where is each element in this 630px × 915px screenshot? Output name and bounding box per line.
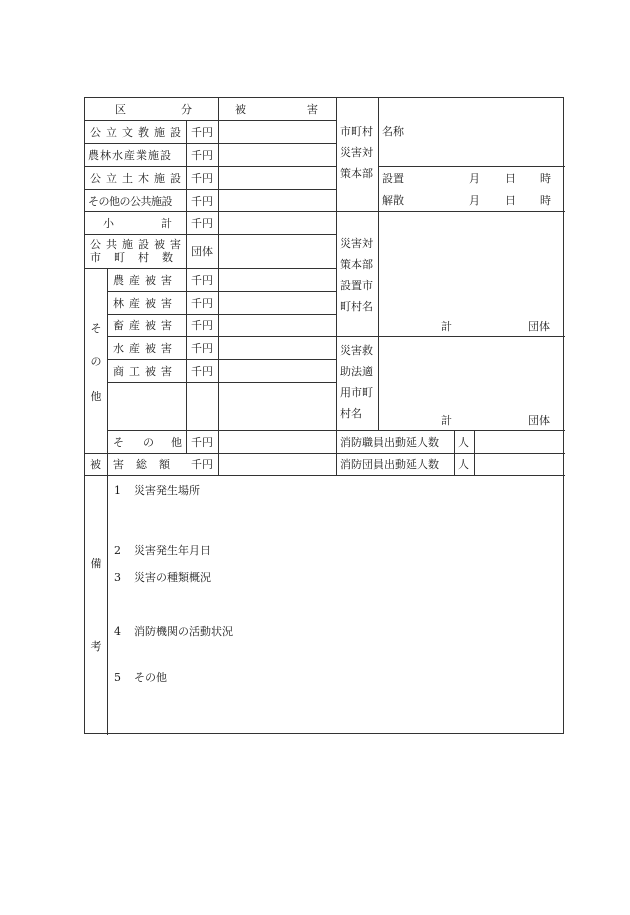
hq-setup-month: 月 [469, 172, 480, 185]
rule [107, 314, 336, 315]
hq-cities-unit: 団体 [528, 320, 550, 333]
other-side-label: 他 [90, 390, 102, 403]
remark-num: 3 [114, 571, 121, 584]
header-kubun-2: 分 [181, 103, 192, 116]
subtotal-label-1: 小 [103, 217, 114, 230]
header-kubun-1: 区 [115, 103, 126, 116]
public-damage-line1: 公共施設被害 [90, 238, 186, 251]
rule [85, 189, 336, 190]
other-last-label-2: の [143, 436, 154, 449]
hq-setup-day: 日 [505, 172, 516, 185]
other-row-label: 畜産被害 [113, 319, 177, 332]
rule [85, 453, 565, 454]
other-row-unit: 千円 [191, 319, 213, 332]
hq-dissolve-month: 月 [469, 194, 480, 207]
remark-text: 災害発生年月日 [134, 544, 211, 557]
fire-staff-label: 消防職員出動延人数 [340, 436, 439, 449]
fire-corps-unit: 人 [458, 458, 469, 471]
rule [336, 430, 565, 431]
row-unit: 千円 [191, 149, 213, 162]
hq-dissolve-hour: 時 [540, 194, 551, 207]
rule [336, 211, 565, 212]
hq-cities-total: 計 [441, 320, 452, 333]
rule [107, 268, 108, 475]
relief-unit: 団体 [528, 414, 550, 427]
remark-num: 1 [114, 484, 121, 497]
fire-corps-label: 消防団員出動延人数 [340, 458, 439, 471]
remark-text: 災害の種類概況 [134, 571, 211, 584]
remarks-side-label: 備 [90, 557, 102, 570]
relief-label: 助法適 [340, 365, 373, 378]
rule [336, 98, 337, 475]
rule [378, 166, 565, 167]
remarks-side-label: 考 [90, 640, 102, 653]
header-higai-2: 害 [307, 103, 318, 116]
row-unit: 千円 [191, 172, 213, 185]
other-row-label: 林産被害 [113, 297, 177, 310]
hq-setup-hour: 時 [540, 172, 551, 185]
remark-text: 災害発生場所 [134, 484, 200, 497]
hq-cities-label: 災害対 [340, 237, 373, 250]
remark-text: 消防機関の活動状況 [134, 625, 233, 638]
remark-num: 4 [114, 625, 121, 638]
hq-label: 市町村 [340, 125, 373, 138]
rule [85, 211, 336, 212]
remark-num: 2 [114, 544, 121, 557]
fire-staff-unit: 人 [458, 436, 469, 449]
row-label: 公立土木施設 [90, 172, 186, 185]
relief-label: 用市町 [340, 386, 373, 399]
hq-cities-label: 設置市 [340, 279, 373, 292]
other-row-unit: 千円 [191, 342, 213, 355]
row-label: その他の公共施設 [88, 195, 172, 208]
rule [85, 268, 336, 269]
hq-label: 策本部 [340, 167, 373, 180]
rule [378, 98, 379, 430]
public-damage-line2: 市 町 村 数 [90, 251, 174, 264]
rule [107, 291, 336, 292]
rule [336, 336, 565, 337]
total-unit: 千円 [191, 458, 213, 471]
rule [85, 120, 336, 121]
row-unit: 千円 [191, 126, 213, 139]
other-side-label: そ [90, 322, 102, 335]
relief-label: 村名 [340, 407, 362, 420]
hq-dissolve-day: 日 [505, 194, 516, 207]
relief-total: 計 [441, 414, 452, 427]
header-higai-1: 被 [235, 103, 246, 116]
other-last-label-1: そ [113, 436, 124, 449]
row-unit: 千円 [191, 195, 213, 208]
other-row-unit: 千円 [191, 274, 213, 287]
remark-text: その他 [134, 671, 167, 684]
rule [474, 430, 475, 475]
public-damage-unit: 団体 [191, 245, 213, 258]
remark-num: 5 [114, 671, 121, 684]
hq-cities-label: 町村名 [340, 300, 373, 313]
other-row-label: 農産被害 [113, 274, 177, 287]
other-row-unit: 千円 [191, 365, 213, 378]
rule [107, 430, 336, 431]
rule [107, 336, 336, 337]
rule [454, 430, 455, 475]
other-last-label-3: 他 [171, 436, 182, 449]
rule [186, 120, 187, 453]
other-row-label: 商工被害 [113, 365, 177, 378]
rule [85, 475, 565, 476]
hq-cities-label: 策本部 [340, 258, 373, 271]
subtotal-label-2: 計 [161, 217, 172, 230]
rule [218, 98, 219, 475]
row-label: 農林水産業施設 [88, 149, 172, 162]
other-row-unit: 千円 [191, 297, 213, 310]
subtotal-unit: 千円 [191, 217, 213, 230]
rule [85, 143, 336, 144]
hq-dissolve-label: 解散 [382, 194, 404, 207]
hq-setup-label: 設置 [382, 172, 404, 185]
rule [85, 234, 336, 235]
hq-name-label: 名称 [382, 125, 404, 138]
relief-label: 災害救 [340, 344, 373, 357]
rule [107, 382, 336, 383]
other-last-unit: 千円 [191, 436, 213, 449]
damage-report-form [84, 97, 564, 734]
other-row-label: 水産被害 [113, 342, 177, 355]
total-label: 被害総額 [90, 458, 182, 471]
hq-label: 災害対 [340, 146, 373, 159]
row-label: 公立文教施設 [90, 126, 186, 139]
other-side-label: の [90, 355, 102, 368]
rule [85, 166, 336, 167]
rule [107, 359, 336, 360]
rule [107, 475, 108, 735]
